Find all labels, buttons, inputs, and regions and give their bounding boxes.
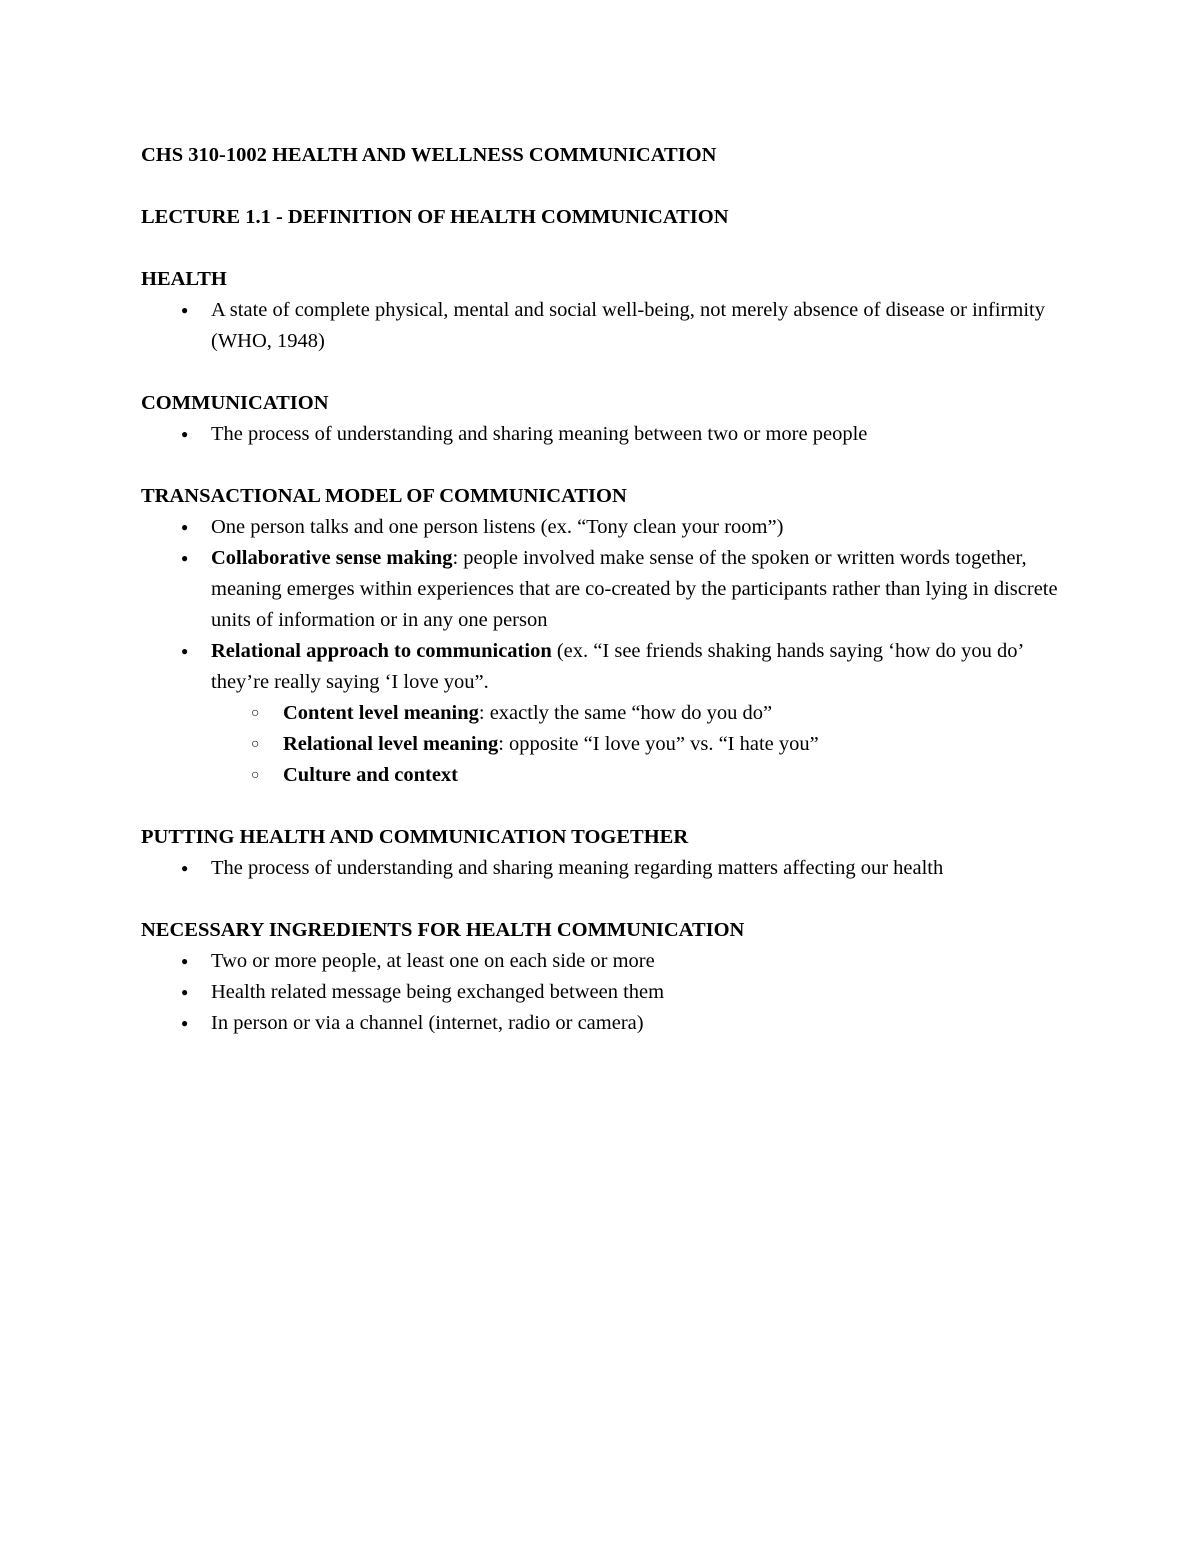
section-heading: NECESSARY INGREDIENTS FOR HEALTH COMMUNICATION xyxy=(141,919,745,941)
section-putting-together xyxy=(141,822,1081,884)
bullet-list xyxy=(141,946,1081,1039)
section-ingredients xyxy=(141,915,1081,1039)
document-page xyxy=(141,140,1081,1039)
section-communication xyxy=(141,388,1081,450)
bullet-list xyxy=(141,853,1081,884)
bullet-list xyxy=(141,419,1081,450)
section-transactional-model xyxy=(141,481,1081,791)
section-heading: COMMUNICATION xyxy=(141,392,329,414)
bullet-list xyxy=(141,295,1081,357)
list-item xyxy=(211,543,1081,636)
list-item: ● In person or via a channel (internet, radio or camera) xyxy=(211,1008,1081,1039)
list-item: ● Health related message being exchanged between them xyxy=(211,977,1081,1008)
bullet-list xyxy=(141,512,1081,791)
definition: (ex. “I see friends shaking hands saying ‘how do you do’ they’re really saying ‘I love you”. xyxy=(211,640,1023,693)
list-item: ● A state of complete physical, mental and social well-being, not merely absence of disease or infirmity (WHO, 1948) xyxy=(211,295,1081,357)
definition: : opposite “I love you” vs. “I hate you” xyxy=(498,733,819,755)
section-heading: HEALTH xyxy=(141,268,227,290)
term: Relational level meaning xyxy=(283,733,499,755)
course-title: CHS 310-1002 HEALTH AND WELLNESS COMMUNICATION xyxy=(141,144,717,166)
definition: : people involved make sense of the spoken or written words together, meaning emerges within experiences that are co-created by the participants rather than lying in discrete units of information or in any one person xyxy=(211,547,1058,631)
section-health xyxy=(141,264,1081,357)
definition: : exactly the same “how do you do” xyxy=(478,702,773,724)
term: Content level meaning xyxy=(283,702,479,724)
list-item xyxy=(211,636,1081,791)
list-item: ● One person talks and one person listens (ex. “Tony clean your room”) xyxy=(211,512,1081,543)
lecture-title: LECTURE 1.1 - DEFINITION OF HEALTH COMMUNICATION xyxy=(141,206,729,228)
sub-list-item xyxy=(283,760,1081,791)
term: Collaborative sense making xyxy=(211,547,453,569)
list-item: ● The process of understanding and sharing meaning between two or more people xyxy=(211,419,1081,450)
term: Relational approach to communication xyxy=(211,640,552,662)
sub-list xyxy=(211,698,1081,791)
list-item: ● The process of understanding and sharing meaning regarding matters affecting our health xyxy=(211,853,1081,884)
section-heading: TRANSACTIONAL MODEL OF COMMUNICATION xyxy=(141,485,627,507)
term: Culture and context xyxy=(283,764,459,786)
section-heading: PUTTING HEALTH AND COMMUNICATION TOGETHER xyxy=(141,826,689,848)
sub-list-item xyxy=(283,698,1081,729)
sub-list-item xyxy=(283,729,1081,760)
list-item: ● Two or more people, at least one on each side or more xyxy=(211,946,1081,977)
